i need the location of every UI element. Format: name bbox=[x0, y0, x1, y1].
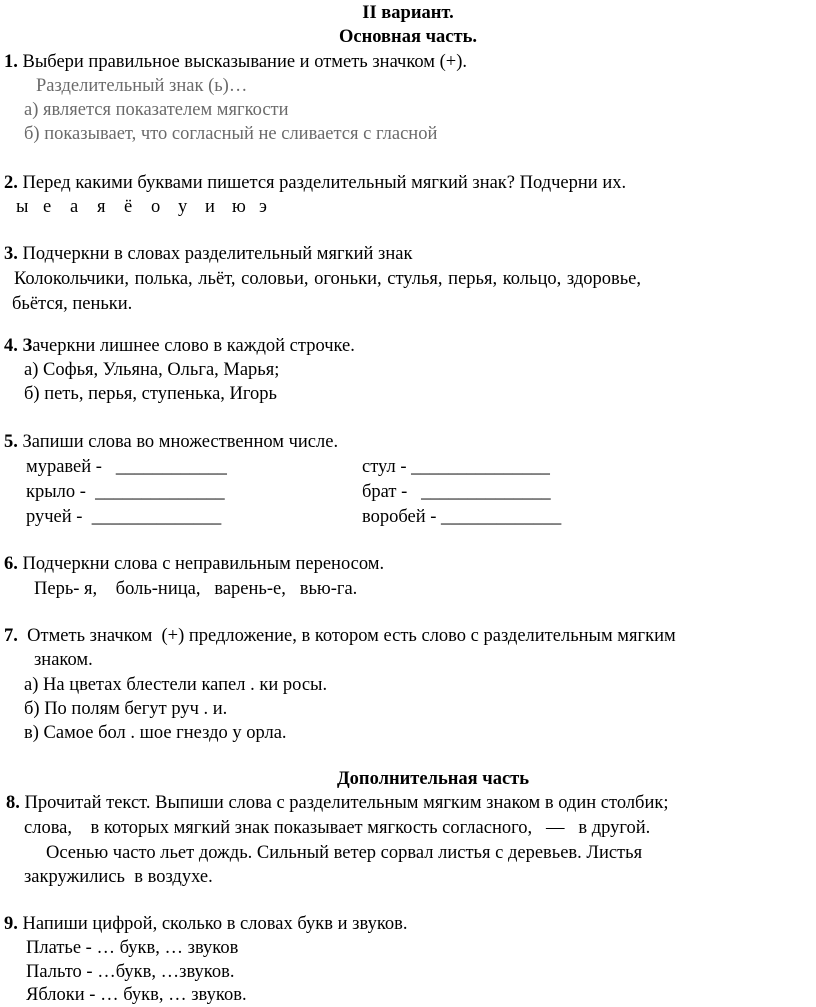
question-2-text: Перед какими буквами пишется разделительный мягкий знак? Подчерни их. bbox=[17, 173, 627, 193]
question-8-line-2: слова, в которых мягкий знак показывает мягкость согласного, — в другой. bbox=[24, 818, 651, 838]
question-6 bbox=[4, 553, 384, 575]
question-4-option-b: б) петь, перья, ступенька, Игорь bbox=[24, 384, 277, 404]
question-7-text: Отметь значком (+) предложение, в котором есть слово с разделительным мягким bbox=[17, 626, 676, 646]
main-part-title: Основная часть. bbox=[339, 27, 477, 47]
letter: ё bbox=[124, 197, 133, 217]
question-5-number: 5. bbox=[4, 432, 18, 452]
question-2-letters bbox=[16, 196, 286, 218]
question-7 bbox=[4, 625, 676, 647]
question-7-option-c: в) Самое бол . шое гнездо у орла. bbox=[24, 723, 287, 743]
letter: у bbox=[178, 197, 188, 217]
letter: и bbox=[205, 197, 215, 217]
question-4-option-a: а) Софья, Ульяна, Ольга, Марья; bbox=[24, 360, 280, 380]
letter: ы bbox=[16, 197, 29, 217]
question-8-text: Прочитай текст. Выпиши слова с разделительным мягким знаком в один столбик; bbox=[19, 793, 669, 813]
question-6-number: 6. bbox=[4, 554, 18, 574]
question-5-row-left: муравей - ____________ bbox=[26, 457, 227, 477]
letter: е bbox=[43, 197, 52, 217]
question-1-stem: Разделительный знак (ь)… bbox=[36, 76, 248, 96]
question-9-text: Напиши цифрой, сколько в словах букв и звуков. bbox=[17, 914, 408, 934]
question-8-text-passage-1: Осенью часто льет дождь. Сильный ветер сорвал листья с деревьев. Листья bbox=[46, 843, 643, 863]
question-1-option-a: а) является показателем мягкости bbox=[24, 100, 289, 120]
question-9-row: Яблоки - … букв, … звуков. bbox=[26, 985, 247, 1005]
question-8-text-passage-2: закружились в воздухе. bbox=[24, 867, 213, 887]
question-6-text: Подчеркни слова с неправильным переносом. bbox=[17, 554, 385, 574]
variant-title: II вариант. bbox=[362, 3, 454, 23]
question-4 bbox=[4, 335, 355, 357]
letter: э bbox=[259, 197, 267, 217]
letter: а bbox=[70, 197, 79, 217]
question-5 bbox=[4, 431, 338, 453]
question-5-row-right: брат - ______________ bbox=[362, 482, 551, 502]
question-7-continuation: знаком. bbox=[34, 650, 93, 670]
question-7-option-a: а) На цветах блестели капел . ки росы. bbox=[24, 675, 328, 695]
question-9 bbox=[4, 913, 407, 935]
question-5-text: Запиши слова во множественном числе. bbox=[17, 432, 339, 452]
question-4-number: 4. З bbox=[4, 336, 33, 356]
question-2 bbox=[4, 172, 626, 194]
question-1-number: 1. bbox=[4, 52, 18, 72]
question-3-number: 3. bbox=[4, 244, 18, 264]
question-1 bbox=[4, 51, 467, 73]
question-1-text: Выбери правильное высказывание и отметь значком (+). bbox=[17, 52, 467, 72]
question-8-number: 8. bbox=[6, 793, 20, 813]
letter: я bbox=[97, 197, 106, 217]
question-5-row-left: крыло - ______________ bbox=[26, 482, 225, 502]
question-5-row-right: воробей - _____________ bbox=[362, 507, 562, 527]
question-9-number: 9. bbox=[4, 914, 18, 934]
question-1-option-b: б) показывает, что согласный не сливается с гласной bbox=[24, 124, 438, 144]
letter: ю bbox=[232, 197, 246, 217]
question-5-row-left: ручей - ______________ bbox=[26, 507, 222, 527]
question-9-row: Пальто - …букв, …звуков. bbox=[26, 962, 235, 982]
question-2-number: 2. bbox=[4, 173, 18, 193]
question-3 bbox=[4, 243, 412, 265]
question-4-text: ачеркни лишнее слово в каждой строчке. bbox=[32, 336, 355, 356]
question-7-number: 7. bbox=[4, 626, 18, 646]
question-5-row-right: стул - _______________ bbox=[362, 457, 550, 477]
question-3-words-line-1: Колокольчики, полька, льёт, соловьи, огоньки, стулья, перья, кольцо, здоровье, bbox=[14, 269, 642, 289]
question-6-words: Перь- я, боль-ница, варень-е, вью-га. bbox=[34, 579, 358, 599]
extra-part-title: Дополнительная часть bbox=[336, 769, 530, 789]
question-8 bbox=[6, 792, 669, 814]
question-3-text: Подчеркни в словах разделительный мягкий знак bbox=[17, 244, 413, 264]
question-9-row: Платье - … букв, … звуков bbox=[26, 938, 239, 958]
question-7-option-b: б) По полям бегут руч . и. bbox=[24, 699, 228, 719]
letter: о bbox=[151, 197, 161, 217]
question-3-words-line-2: бьётся, пеньки. bbox=[12, 294, 133, 314]
